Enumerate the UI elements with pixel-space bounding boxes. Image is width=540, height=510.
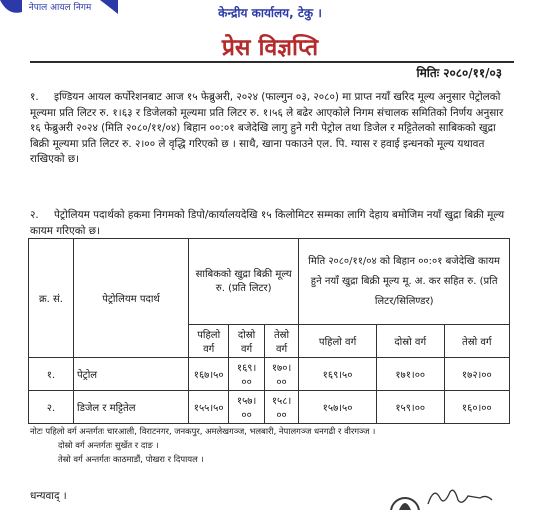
subheader: दोस्रो वर्ग (376, 325, 444, 358)
row-sn: १. (29, 358, 74, 391)
note-line-1: नोटः पहिलो वर्ग अन्तर्गतः चारआली, विराटनगर, जनकपुर, अमलेखगञ्ज, भलबारी, नेपालगञ्ज धनगढी र वीरगञ्ज । (30, 426, 376, 436)
price-cell: १७१।०० (376, 358, 444, 391)
price-cell: १५९।०० (376, 391, 444, 424)
paragraph-2 (30, 208, 512, 239)
thanks-text: धन्यवाद् । (30, 490, 67, 502)
paragraph-2-number: २. (30, 209, 39, 221)
row-product: डिजेल र मट्टितेल (74, 391, 189, 424)
note-line-2: दोस्रो वर्ग अन्तर्गतः सुर्खेत र दाङ । (58, 440, 159, 450)
paragraph-1-number: १. (30, 91, 39, 103)
subheader: दोस्रो वर्ग (229, 325, 264, 358)
price-cell: १६०।०० (444, 391, 509, 424)
price-cell: १५८।०० (264, 391, 299, 424)
title-rule (30, 61, 514, 63)
row-product: पेट्रोल (74, 358, 189, 391)
price-cell: १६७।५० (189, 358, 229, 391)
table-row (29, 391, 510, 424)
header-sn: क्र. सं. (29, 239, 74, 358)
note-line-3: तेस्रो वर्ग अन्तर्गतः काठमाडौं, पोखरा र दिपायल । (58, 454, 204, 464)
price-cell: १५७।५० (299, 391, 376, 424)
press-release-title: प्रेस विज्ञप्ति (221, 35, 319, 61)
paragraph-1 (30, 90, 512, 168)
price-cell: १५५।५० (189, 391, 229, 424)
subheader: तेस्रो वर्ग (264, 325, 299, 358)
header-new-price: मिति २०८०/११/०४ को बिहान ००:०१ बजेदेखि कायम हुने नयाँ खुद्रा बिक्री मूल्य मू. अ. कर सहित रु. (प्रति लिटर/सिलिण्डर) (299, 239, 510, 325)
org-office-line: केन्द्रीय कार्यालय, टेकु । (218, 6, 322, 20)
release-date: मितिः २०८०/११/०३ (416, 66, 502, 80)
row-sn: २. (29, 391, 74, 424)
price-table (28, 238, 510, 424)
header-product: पेट्रोलियम पदार्थ (74, 239, 189, 358)
paragraph-1-text: इण्डियन आयल कर्पोरेशनबाट आज १५ फेब्रुअरी, २०२४ (फाल्गुन ०३, २०८०) मा प्राप्त नयाँ खरिद मूल्य अनुसार पेट्रोलको मूल्यमा प्रति लिटर रु. १।६३ र डिजेलको मूल्यमा प्रति लिटर रु. १।५६ ले बढेर आएकोले निगम संचालक समितिको निर्णय अनुसार १६ फेब्रुअरी २०२४ (मिति २०८०/११/०४) बिहान ००:०१ बजेदेखि लागु हुने गरी पेट्रोल तथा डिजेल र मट्टितेलको साबिकको खुद्रा बिक्री मूल्यमा प्रति लिटर रु. २।०० ले वृद्धि गरिएको छ । साथै, खाना पकाउने एल. पि. ग्यास र हवाई इन्धनको मूल्य यथावत राखिएको छ। (30, 91, 504, 166)
org-fragment-text: नेपाल आयल निगम (28, 3, 92, 13)
price-cell: १७२।०० (444, 358, 509, 391)
price-cell: १७०।०० (264, 358, 299, 391)
price-cell: १६९।०० (229, 358, 264, 391)
header-old-price: साबिकको खुद्रा बिक्री मूल्य रु. (प्रति लिटर) (189, 239, 299, 325)
notes-block (30, 424, 512, 466)
table-row (29, 358, 510, 391)
seal-icon (385, 484, 425, 510)
signature-icon (420, 484, 500, 510)
subheader: तेस्रो वर्ग (444, 325, 509, 358)
price-cell: १६९।५० (299, 358, 376, 391)
subheader: पहिलो वर्ग (299, 325, 376, 358)
subheader: पहिलो वर्ग (189, 325, 229, 358)
price-cell: १५७।०० (229, 391, 264, 424)
paragraph-2-text: पेट्रोलियम पदार्थको हकमा निगमको डिपो/कार्यालयदेखि १५ किलोमिटर सम्मका लागि देहाय बमोजिम नयाँ खुद्रा बिक्री मूल्य कायम गरिएको छ। (30, 209, 505, 237)
